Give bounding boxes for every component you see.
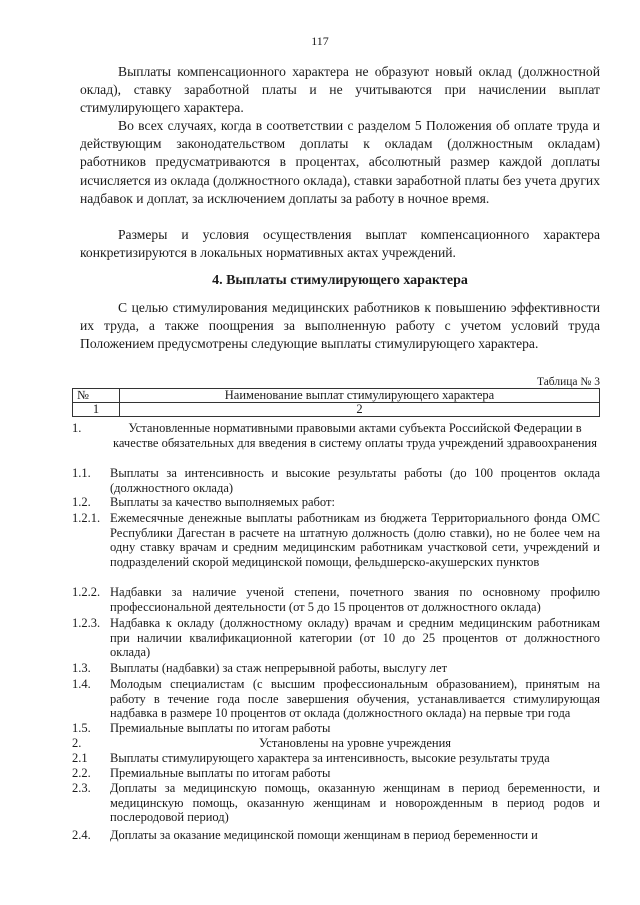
table-header-num: № bbox=[73, 389, 120, 403]
incentive-table-header bbox=[72, 388, 600, 417]
table-col-index-2: 2 bbox=[120, 403, 600, 417]
row-text: Установлены на уровне учреждения bbox=[258, 736, 452, 750]
row-number: 1.2.2. bbox=[72, 585, 101, 599]
row-text: Премиальные выплаты по итогам работы bbox=[110, 766, 331, 780]
row-number: 1.2.1. bbox=[72, 511, 101, 525]
paragraph-incentive-intro: С целью стимулирования медицинских работников к повышению эффективности их труда, а также поощрения за выполненную работу с учетом условий труда Положением предусмотрены следующие выплаты стимулирующего характера. bbox=[80, 300, 600, 352]
table-header-name: Наименование выплат стимулирующего характера bbox=[120, 389, 600, 403]
table-caption: Таблица № 3 bbox=[536, 376, 600, 388]
row-number: 1.3. bbox=[72, 661, 91, 675]
paragraph-local-acts: Размеры и условия осуществления выплат компенсационного характера конкретизируются в локальных нормативных актах учреждений. bbox=[80, 227, 600, 261]
row-text: Выплаты за качество выполняемых работ: bbox=[110, 495, 335, 509]
row-number: 1.2. bbox=[72, 495, 91, 509]
paragraph-percentage-calculation: Во всех случаях, когда в соответствии с разделом 5 Положения об оплате труда и действующим законодательством доплаты к окладам (должностным окладам) работников предусматриваются в процентах, абсолютный размер каждой доплаты исчисляется из оклада (должностного оклада), ставки заработной платы без учета других надбавок и доплат, за исключением доплаты за работу в ночное время. bbox=[80, 118, 600, 206]
row-text: Ежемесячные денежные выплаты работникам из бюджета Территориального фонда ОМС Республики Дагестан в расчете на штатную должность (долю ставки), но не более чем на одну ставку врачам и средним медицинским работникам участковой сети, учреждений и подразделений скорой медицинской помощи, фельдшерско-акушерских пунктов bbox=[110, 511, 600, 569]
row-text: Доплаты за медицинскую помощь, оказанную женщинам в период беременности, и медицинскую помощь, оказанную женщинам и новорожденным в период родов и послеродовой период) bbox=[110, 781, 600, 824]
table-col-index-1: 1 bbox=[73, 403, 120, 417]
row-number: 1. bbox=[72, 421, 82, 435]
row-text: Молодым специалистам (с высшим профессиональным образованием), принятым на работу в течение года после завершения обучения, устанавливается стимулирующая надбавка в размере 10 процентов от оклада (должностного оклада) на первые три года bbox=[110, 677, 600, 720]
row-text: Выплаты за интенсивность и высокие результаты работы (до 100 процентов оклада (должностного оклада) bbox=[110, 466, 600, 495]
row-number: 2.3. bbox=[72, 781, 91, 795]
row-text: Надбавка к окладу (должностному окладу) врачам и средним медицинским работникам при наличии квалификационной категории (от 10 до 25 процентов от должностного оклада) bbox=[110, 616, 600, 659]
paragraph-compensation-not-salary: Выплаты компенсационного характера не образуют новый оклад (должностной оклад), ставку заработной платы и не учитываются при начислении выплат стимулирующего характера. bbox=[80, 64, 600, 116]
row-number: 2.4. bbox=[72, 828, 91, 842]
row-text: Доплаты за оказание медицинской помощи женщинам в период беременности и bbox=[110, 828, 538, 842]
row-text: Установленные нормативными правовыми актами субъекта Российской Федерации в качестве обязательных для введения в систему оплаты труда учреждений здравоохранения bbox=[112, 421, 597, 450]
row-number: 1.4. bbox=[72, 677, 91, 691]
row-text: Выплаты (надбавки) за стаж непрерывной работы, выслугу лет bbox=[110, 661, 448, 675]
section-heading: 4. Выплаты стимулирующего характера bbox=[212, 273, 468, 288]
row-text: Выплаты стимулирующего характера за интенсивность, высокие результаты труда bbox=[110, 751, 550, 765]
row-number: 2. bbox=[72, 736, 82, 750]
row-text: Надбавки за наличие ученой степени, почетного звания по основному профилю профессиональной деятельности (от 5 до 15 процентов от должностного оклада) bbox=[110, 585, 600, 614]
row-number: 1.2.3. bbox=[72, 616, 101, 630]
row-text: Премиальные выплаты по итогам работы bbox=[110, 721, 331, 735]
page-number: 117 bbox=[311, 34, 329, 48]
row-number: 1.1. bbox=[72, 466, 91, 480]
row-number: 2.2. bbox=[72, 766, 91, 780]
row-number: 2.1 bbox=[72, 751, 88, 765]
row-number: 1.5. bbox=[72, 721, 91, 735]
